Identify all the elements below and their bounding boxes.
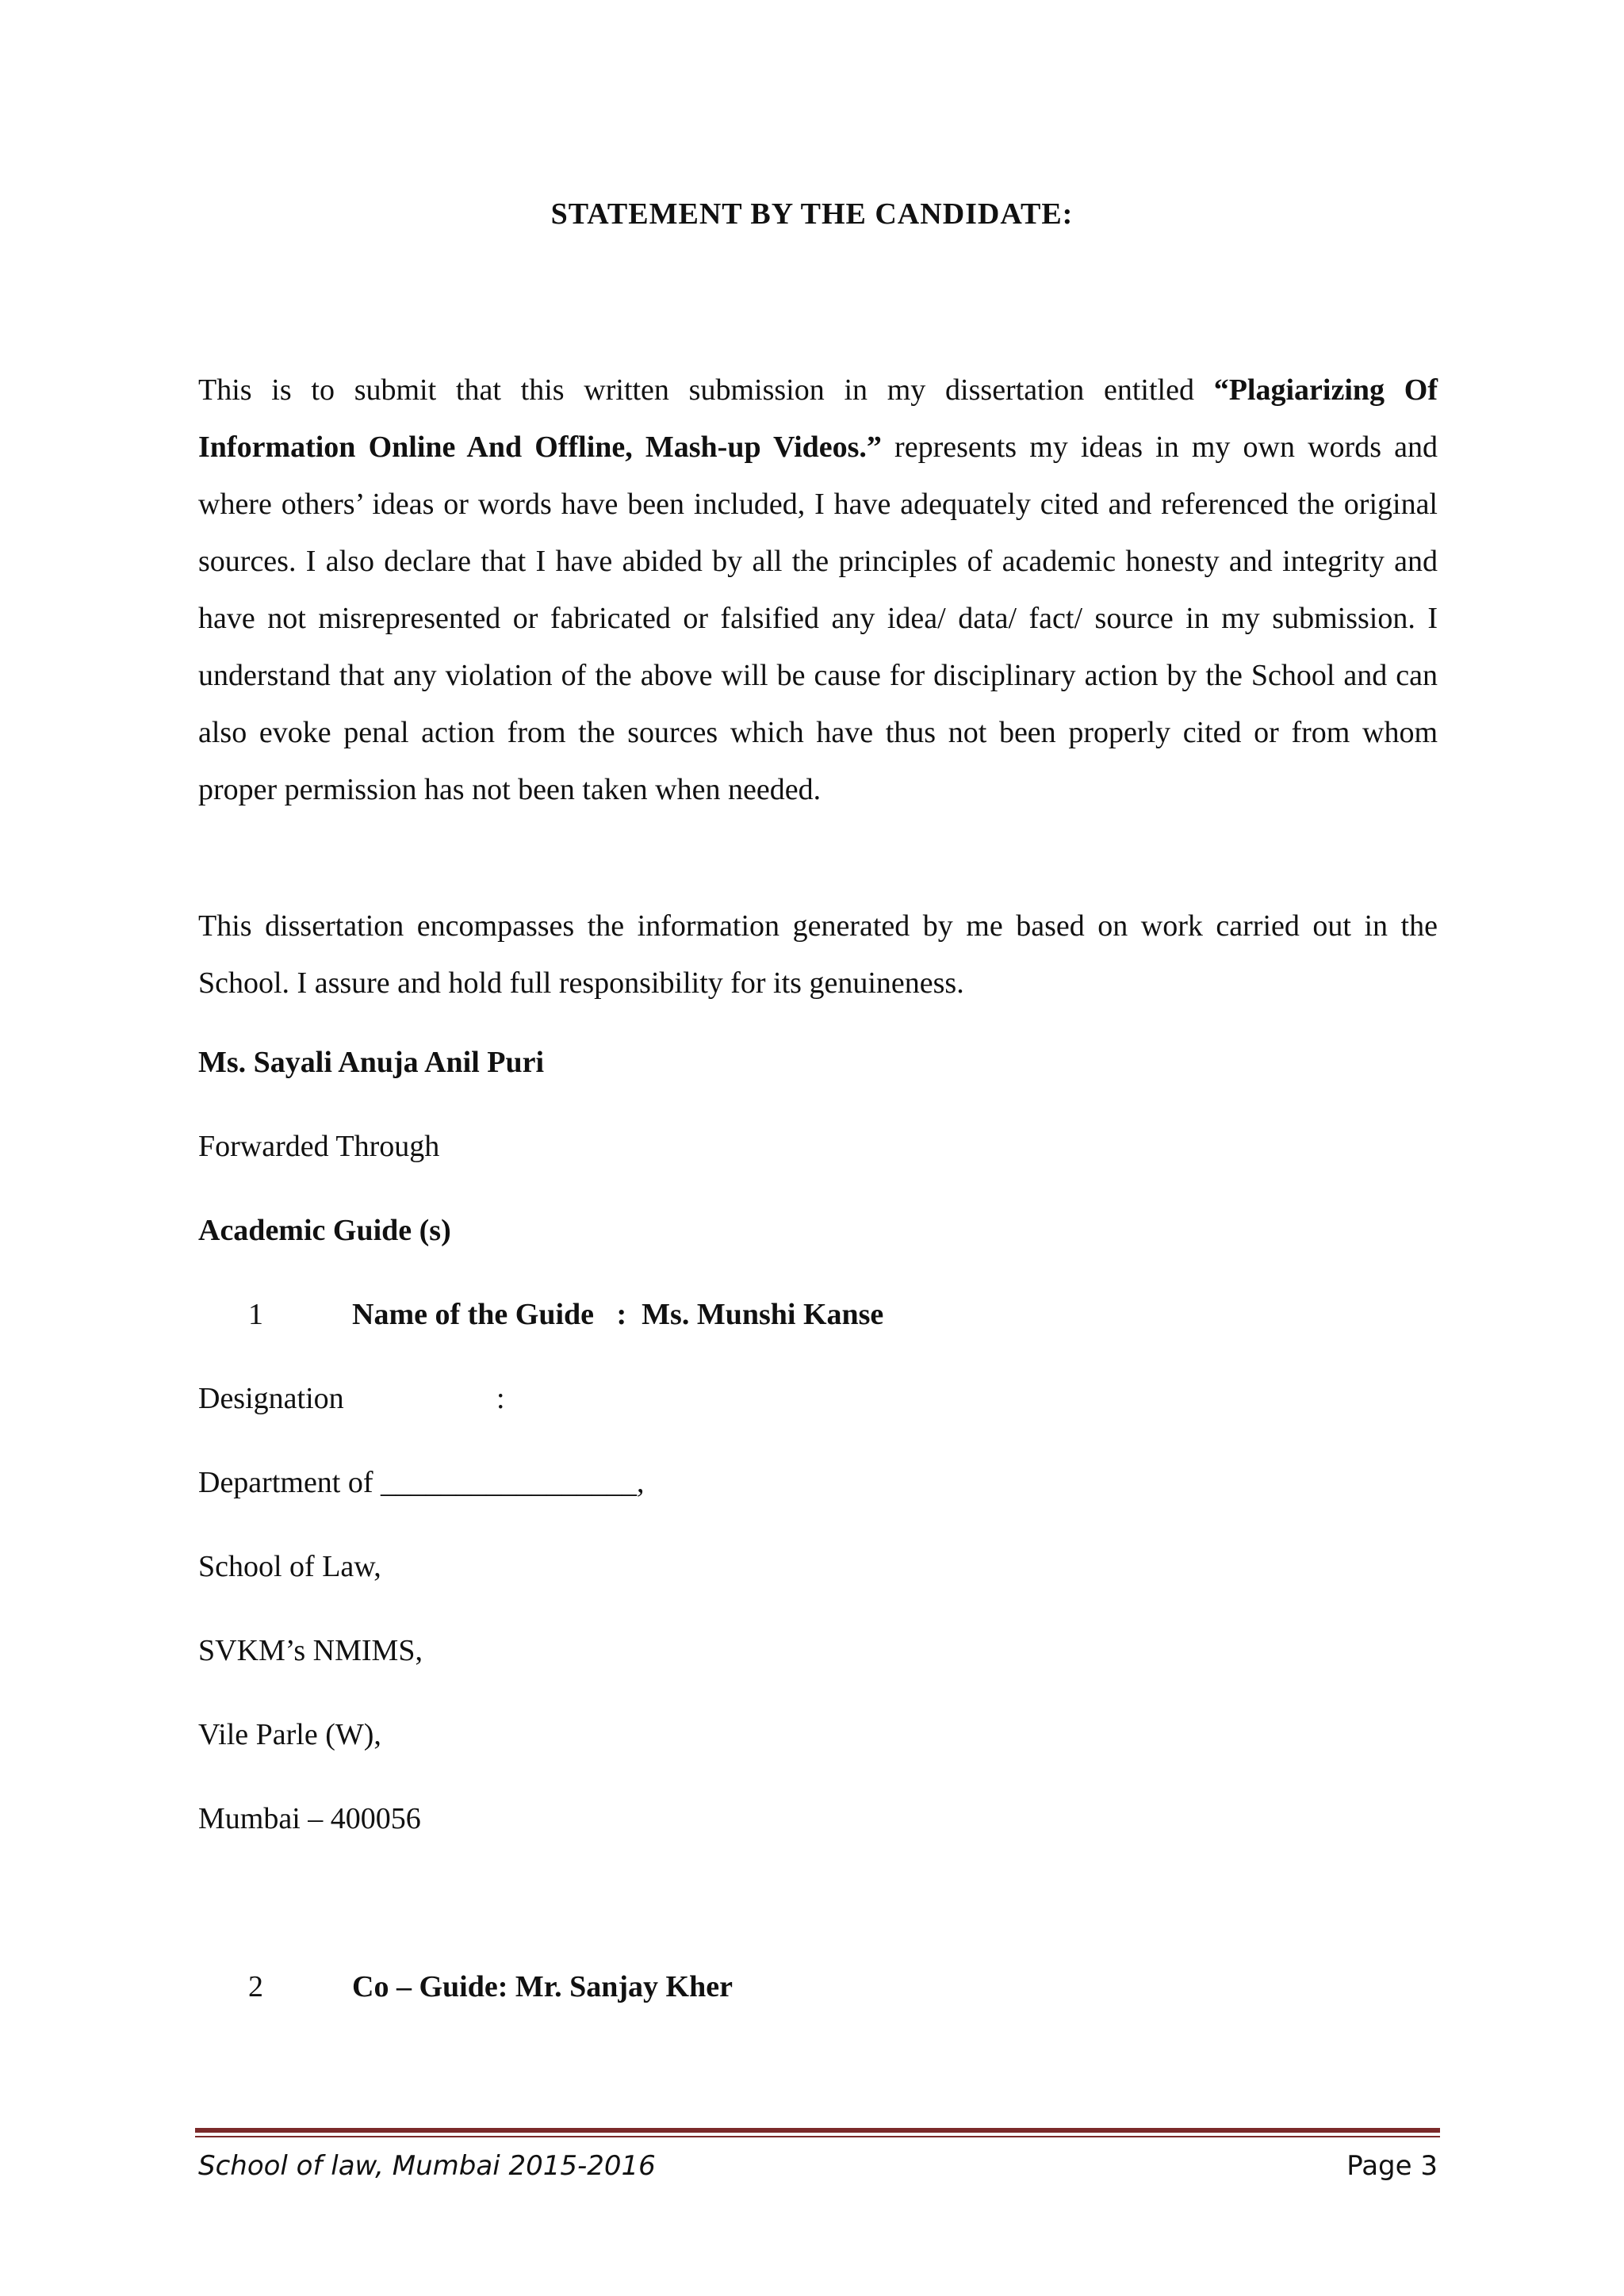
statement-intro: This is to submit that this written submission in my dissertation entitled: [198, 373, 1214, 407]
statement-paragraph: [198, 362, 1438, 818]
statement-body: represents my ideas in my own words and where others’ ideas or words have been included, I have adequately cited and referenced the original sources. I also declare that I have abided by all the principles of academic honesty and integrity and have not misrepresented or fabricated or falsified any idea/ data/ fact/ source in my submission. I understand that any violation of the above will be cause for disciplinary action by the School and can also evoke penal action from the sources which have thus not been properly cited or from whom proper permission has not been taken when needed.: [198, 430, 1438, 806]
academic-guides-heading: Academic Guide (s): [198, 1214, 451, 1247]
guide-1-number: 1: [248, 1298, 263, 1331]
address-line-2: SVKM’s NMIMS,: [198, 1634, 423, 1667]
designation-colon: :: [496, 1382, 505, 1415]
footer-rule: [195, 2128, 1440, 2133]
guide-2-number: 2: [248, 1970, 263, 2003]
responsibility-paragraph: This dissertation encompasses the information generated by me based on work carried out in the School. I assure and hold full responsibility for its genuineness.: [198, 909, 1438, 1000]
designation-label: Designation: [198, 1382, 344, 1415]
page-title: STATEMENT BY THE CANDIDATE:: [550, 197, 1074, 231]
department-line: Department of _________________,: [198, 1466, 645, 1499]
footer-rule-thin: [195, 2136, 1440, 2137]
dissertation-title: “Plagiarizing Of Information Online And Offline, Mash-up Videos.”: [198, 373, 1438, 464]
footer-school: School of law, Mumbai 2015-2016: [198, 2150, 656, 2182]
co-guide-name: Co – Guide: Mr. Sanjay Kher: [352, 1970, 733, 2003]
address-line-1: School of Law,: [198, 1550, 381, 1583]
address-line-4: Mumbai – 400056: [198, 1802, 421, 1835]
guide-1-name: Name of the Guide : Ms. Munshi Kanse: [352, 1298, 884, 1331]
forwarded-through: Forwarded Through: [198, 1130, 440, 1163]
page-number: Page 3: [1346, 2150, 1438, 2182]
candidate-name: Ms. Sayali Anuja Anil Puri: [198, 1046, 545, 1079]
address-line-3: Vile Parle (W),: [198, 1718, 381, 1751]
